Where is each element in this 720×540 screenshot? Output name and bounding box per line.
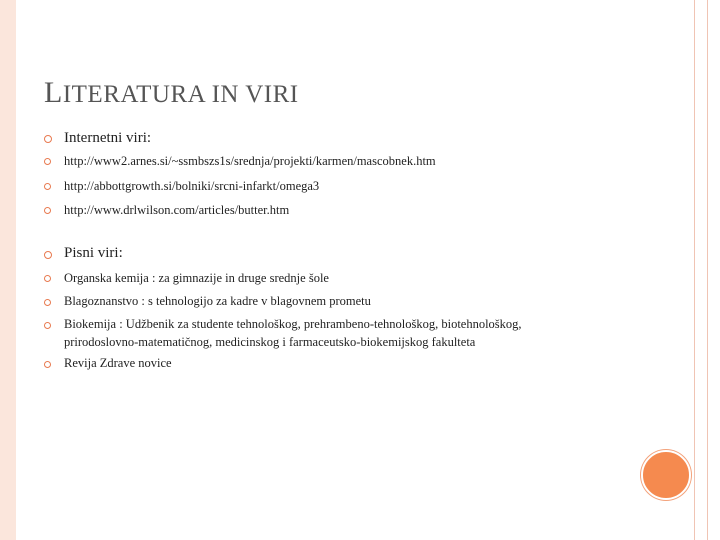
decorative-circle: [641, 450, 691, 500]
slide-title: [44, 76, 299, 110]
bullet-icon: [44, 135, 52, 143]
reference-item: Revija Zdrave novice: [64, 356, 172, 370]
reference-link[interactable]: http://www2.arnes.si/~ssmbszs1s/srednja/projekti/karmen/mascobnek.htm: [64, 154, 436, 168]
reference-item: Blagoznanstvo : s tehnologijo za kadre v blagovnem prometu: [64, 294, 371, 308]
title-rest: ITERATURA IN VIRI: [62, 81, 299, 108]
title-initial: L: [44, 76, 63, 109]
bullet-icon: [44, 299, 51, 306]
section-heading-print: Pisni viri:: [64, 245, 123, 261]
reference-item: Organska kemija : za gimnazije in druge srednje šole: [64, 271, 329, 285]
bullet-icon: [44, 275, 51, 282]
bullet-icon: [44, 361, 51, 368]
reference-link[interactable]: http://www.drlwilson.com/articles/butter.htm: [64, 203, 290, 217]
bullet-icon: [44, 322, 51, 329]
reference-item: Biokemija : Udžbenik za studente tehnološkog, prehrambeno-tehnološkog, biotehnološkog, prirodoslovno-matematičnog, medicinskog i farmaceutsko-biokemijskog fakulteta: [64, 317, 522, 349]
bullet-icon: [44, 207, 51, 214]
bullet-icon: [44, 158, 51, 165]
right-frame-line: [707, 0, 708, 540]
bullet-icon: [44, 183, 51, 190]
section-heading-internet: Internetni viri:: [64, 130, 152, 146]
reference-link[interactable]: http://abbottgrowth.si/bolniki/srcni-infarkt/omega3: [64, 179, 320, 193]
left-frame-border: [0, 0, 16, 540]
bullet-icon: [44, 251, 52, 259]
